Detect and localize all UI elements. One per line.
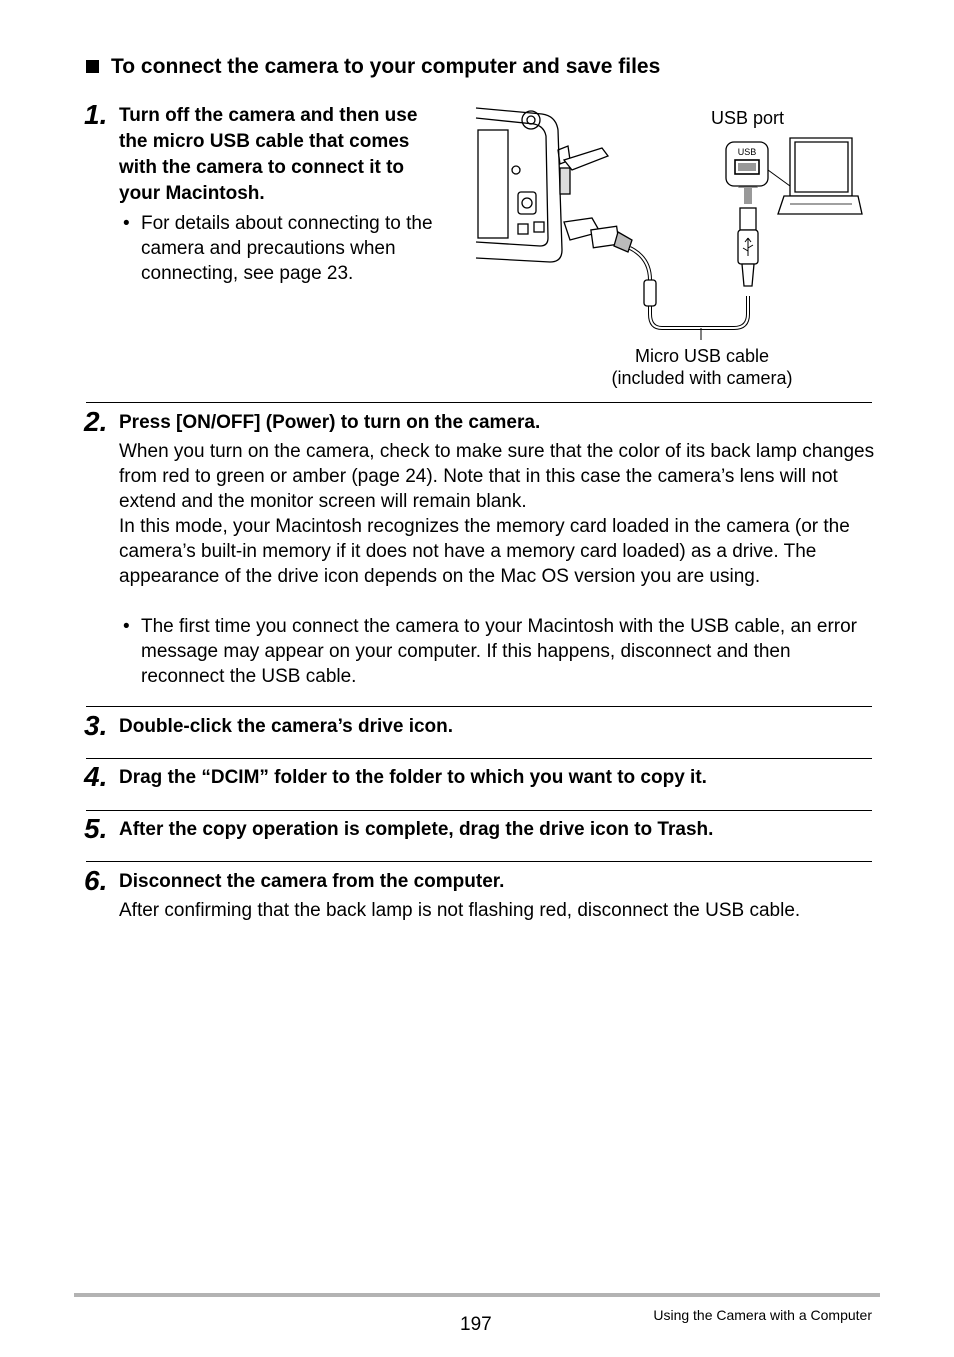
step-6-number: 6. bbox=[84, 865, 108, 896]
divider bbox=[86, 706, 872, 707]
step-4-number: 4. bbox=[84, 761, 108, 792]
step-6-title: Disconnect the camera from the computer. bbox=[119, 871, 505, 892]
footer-divider bbox=[74, 1293, 880, 1297]
step-3-title: Double-click the camera’s drive icon. bbox=[119, 716, 454, 737]
step-4-title: Drag the “DCIM” folder to the folder to which you want to copy it. bbox=[119, 767, 707, 788]
usb-port-label: USB port bbox=[711, 108, 785, 128]
step-2-bullet-text: The first time you connect the camera to your Macintosh with the USB cable, an error message may appear on your computer. If this happens, disconnect and then reconnect the USB cable. bbox=[141, 616, 857, 687]
step-2-title: Press [ON/OFF] (Power) to turn on the camera. bbox=[119, 412, 541, 433]
step-5-title: After the copy operation is complete, drag the drive icon to Trash. bbox=[119, 819, 714, 840]
usb-port-callout bbox=[726, 142, 768, 186]
step-2-body-2: In this mode, your Macintosh recognizes the memory card loaded in the camera (or the camera’s built-in memory if it does not have a memory card loaded) as a drive. The appearance of the drive icon depends on the Mac OS version you are using. bbox=[119, 516, 850, 587]
divider bbox=[86, 402, 872, 403]
bullet-dot: • bbox=[123, 213, 130, 234]
cable-label-line-2: (included with camera) bbox=[611, 368, 793, 388]
cable-label bbox=[602, 345, 802, 389]
step-1-bullet-text: For details about connecting to the camera and precautions when connecting, see page 23. bbox=[141, 213, 433, 284]
page-number: 197 bbox=[460, 1314, 492, 1335]
divider bbox=[86, 810, 872, 811]
step-1-title: Turn off the camera and then use the micro USB cable that comes with the camera to connect it to your Macintosh. bbox=[119, 105, 418, 204]
step-2-number: 2. bbox=[84, 406, 108, 437]
usb-badge-text: USB bbox=[737, 147, 757, 157]
step-2-bullet bbox=[119, 614, 879, 689]
cable-label-line-1: Micro USB cable bbox=[634, 346, 770, 366]
laptop-icon bbox=[778, 138, 862, 214]
divider bbox=[86, 758, 872, 759]
section-heading-text: To connect the camera to your computer and save files bbox=[111, 55, 661, 78]
step-6-body: After confirming that the back lamp is not flashing red, disconnect the USB cable. bbox=[119, 900, 801, 921]
footer-section-name: Using the Camera with a Computer bbox=[653, 1307, 872, 1323]
step-5-number: 5. bbox=[84, 813, 108, 844]
square-bullet-icon bbox=[86, 60, 99, 73]
step-2-body-1: When you turn on the camera, check to make sure that the color of its back lamp changes from red to green or amber (page 24). Note that in this case the camera’s lens will not extend and the monitor screen will remain blank. bbox=[119, 441, 875, 512]
micro-usb-plug-icon bbox=[564, 218, 632, 252]
bullet-dot: • bbox=[123, 616, 130, 637]
divider bbox=[86, 861, 872, 862]
usb-a-plug-icon bbox=[738, 208, 758, 286]
step-3-number: 3. bbox=[84, 710, 108, 741]
camera-icon bbox=[476, 108, 608, 262]
section-heading bbox=[86, 54, 660, 80]
step-1-bullet bbox=[119, 211, 461, 286]
connection-illustration bbox=[472, 100, 872, 400]
ferrite-core-icon bbox=[644, 280, 656, 306]
step-1-number: 1. bbox=[84, 99, 108, 130]
